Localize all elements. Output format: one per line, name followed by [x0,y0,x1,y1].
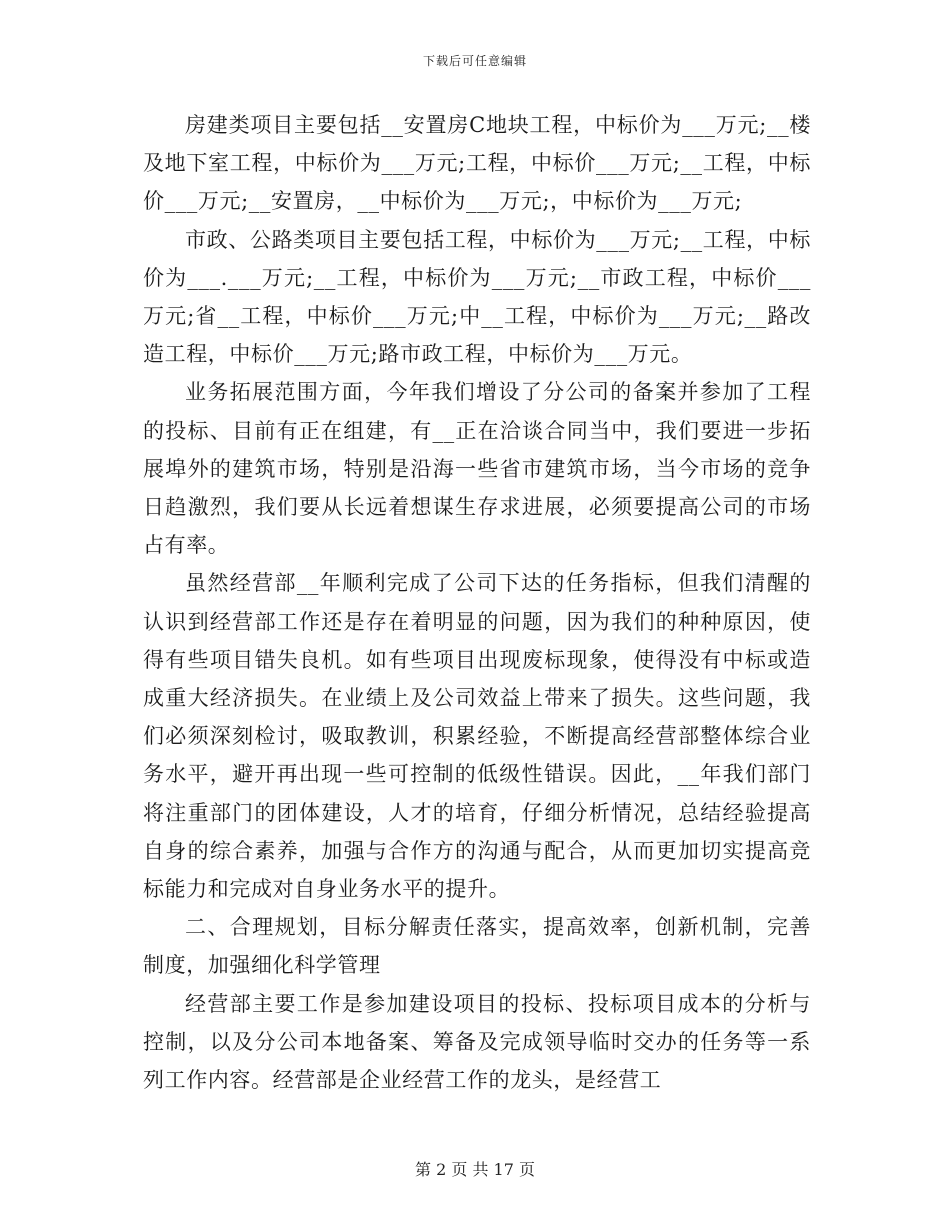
page-header: 下载后可任意编辑 [422,54,527,68]
paragraph-municipal-projects: 市政、公路类项目主要包括工程，中标价为___万元;__工程，中标价为___.___万元;__工程，中标价为___万元;__市政工程，中标价___万元;省__工程，中标价___万元;中__工程，中标价为___万元;__路改造工程，中标价___万元;路市政工程，中标价为___万元。 [143,227,811,367]
paragraph-problems-review: 虽然经营部__年顺利完成了公司下达的任务指标，但我们清醒的认识到经营部工作还是存在着明显的问题，因为我们的种种原因，使得有些项目错失良机。如有些项目出现废标现象，使得没有中标或造成重大经济损失。在业绩上及公司效益上带来了损失。这些问题，我们必须深刻检讨，吸取教训，积累经验，不断提高经营部整体综合业务水平，避开再出现一些可控制的低级性错误。因此，__年我们部门将注重部门的团体建设，人才的培育，仔细分析情况，总结经验提高自身的综合素养，加强与合作方的沟通与配合，从而更加切实提高竞标能力和完成对自身业务水平的提升。 [143,571,811,902]
paragraph-housing-projects: 房建类项目主要包括__安置房C地块工程，中标价为___万元;__楼及地下室工程，中标价为___万元;工程，中标价___万元;__工程，中标价___万元;__安置房，__中标价为___万元;，中标价为___万元; [143,113,811,214]
document-body [143,106,811,1099]
page-footer: 第 2 页 共 17 页 [415,1160,535,1179]
paragraph-business-expansion: 业务拓展范围方面，今年我们增设了分公司的备案并参加了工程的投标、目前有正在组建，有__正在洽谈合同当中，我们要进一步拓展埠外的建筑市场，特别是沿海一些省市建筑市场，当今市场的竞争日趋激烈，我们要从长远着想谋生存求进展，必须要提高公司的市场占有率。 [143,380,811,558]
section-heading-planning: 二、合理规划，目标分解责任落实，提高效率，创新机制，完善制度，加强细化科学管理 [143,915,811,978]
paragraph-main-work: 经营部主要工作是参加建设项目的投标、投标项目成本的分析与控制，以及分公司本地备案、筹备及完成领导临时交办的任务等一系列工作内容。经营部是企业经营工作的龙头，是经营工 [143,991,811,1093]
